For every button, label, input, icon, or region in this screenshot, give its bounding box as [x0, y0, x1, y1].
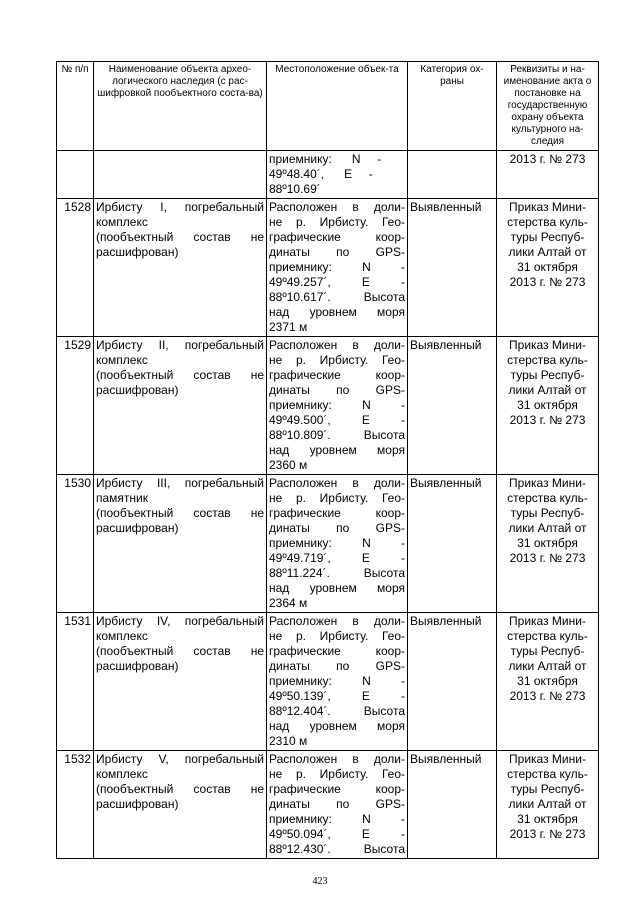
heritage-register-table	[56, 61, 599, 859]
continuation-name	[94, 151, 267, 199]
header-act-details: Реквизиты и на-именование акта о постановке на государственную охрану объекта культурного на-следия	[497, 62, 599, 151]
act-line: 2013 г. № 273	[509, 275, 586, 289]
object-name-line: комплекс	[96, 767, 148, 781]
object-name-line: Ирбисту III, погребальный	[96, 476, 264, 490]
location-line: 88º10.809´. Высота	[269, 428, 405, 442]
location-line: Расположен в доли-	[269, 200, 405, 214]
object-name	[94, 751, 267, 859]
continuation-row	[57, 151, 599, 199]
table-row	[57, 613, 599, 751]
object-name-line: расшифрован)	[96, 521, 179, 535]
act-line: туры Респуб-	[510, 782, 585, 796]
location-line: графические коор-	[269, 644, 405, 658]
location-line: 2371 м	[269, 320, 308, 334]
protection-category: Выявленный	[408, 475, 497, 613]
object-name-line: (пообъектный состав не	[96, 230, 264, 244]
location-line: не р. Ирбисту. Гео-	[269, 767, 405, 781]
act-line: 2013 г. № 273	[509, 551, 586, 565]
location-line: 2360 м	[269, 458, 308, 472]
act-line: стерства куль-	[507, 491, 588, 505]
continuation-location	[267, 151, 408, 199]
act-line: лики Алтай от	[508, 659, 587, 673]
location-line: приемнику: N -	[269, 152, 382, 166]
object-location	[267, 613, 408, 751]
object-name-line: комплекс	[96, 353, 148, 367]
location-line: над уровнем моря	[269, 581, 405, 595]
table-row	[57, 199, 599, 337]
table-row	[57, 751, 599, 859]
act-line: 31 октября	[517, 398, 578, 412]
location-line: над уровнем моря	[269, 719, 405, 733]
row-number: 1530	[57, 475, 94, 613]
location-line: 88º12.404´. Высота	[269, 704, 405, 718]
object-name-line: Ирбисту II, погребальный	[96, 338, 264, 352]
object-name-line: (пообъектный состав не	[96, 506, 264, 520]
header-location: Местоположение объек-та	[267, 62, 408, 151]
location-line: графические коор-	[269, 368, 405, 382]
header-object-name: Наименование объекта архео-логического наследия (с рас-шифровкой пообъектного соста-ва)	[94, 62, 267, 151]
act-details	[497, 337, 599, 475]
location-line: приемнику: N -	[269, 260, 405, 274]
act-line: туры Респуб-	[510, 368, 585, 382]
act-line: туры Респуб-	[510, 506, 585, 520]
act-line: лики Алтай от	[508, 245, 587, 259]
act-line: 31 октября	[517, 674, 578, 688]
header-number: № п/п	[57, 62, 94, 151]
location-line: не р. Ирбисту. Гео-	[269, 629, 405, 643]
object-name	[94, 613, 267, 751]
continuation-num	[57, 151, 94, 199]
act-line: 2013 г. № 273	[509, 152, 586, 166]
act-line: 31 октября	[517, 260, 578, 274]
row-number: 1528	[57, 199, 94, 337]
act-line: 31 октября	[517, 536, 578, 550]
object-location	[267, 475, 408, 613]
location-line: над уровнем моря	[269, 305, 405, 319]
act-line: лики Алтай от	[508, 521, 587, 535]
object-name-line: (пообъектный состав не	[96, 644, 264, 658]
location-line: не р. Ирбисту. Гео-	[269, 215, 405, 229]
object-name-line: расшифрован)	[96, 797, 179, 811]
act-line: Приказ Мини-	[509, 614, 586, 628]
location-line: динаты по GPS-	[269, 659, 405, 673]
object-name-line: расшифрован)	[96, 659, 179, 673]
continuation-act	[497, 151, 599, 199]
location-line: динаты по GPS-	[269, 797, 405, 811]
object-location	[267, 199, 408, 337]
object-name-line: комплекс	[96, 629, 148, 643]
act-line: 2013 г. № 273	[509, 413, 586, 427]
object-location	[267, 751, 408, 859]
location-line: над уровнем моря	[269, 443, 405, 457]
location-line: 49º49.719´, E -	[269, 551, 405, 565]
table-row	[57, 475, 599, 613]
location-line: 49º50.139´, E -	[269, 689, 405, 703]
act-line: туры Респуб-	[510, 644, 585, 658]
act-line: стерства куль-	[507, 215, 588, 229]
act-details	[497, 751, 599, 859]
act-details	[497, 475, 599, 613]
table-row	[57, 337, 599, 475]
act-line: стерства куль-	[507, 629, 588, 643]
act-line: туры Респуб-	[510, 230, 585, 244]
location-line: 2310 м	[269, 734, 308, 748]
location-line: 88º11.224´. Высота	[269, 566, 405, 580]
row-number: 1532	[57, 751, 94, 859]
act-line: Приказ Мини-	[509, 338, 586, 352]
location-line: 49º50.094´, E -	[269, 827, 405, 841]
object-name-line: памятник	[96, 491, 148, 505]
location-line: приемнику: N -	[269, 398, 405, 412]
location-line: динаты по GPS-	[269, 383, 405, 397]
object-name-line: Ирбисту I, погребальный	[96, 200, 264, 214]
location-line: Расположен в доли-	[269, 752, 405, 766]
location-line: не р. Ирбисту. Гео-	[269, 491, 405, 505]
location-line: графические коор-	[269, 230, 405, 244]
location-line: 49º49.257´, E -	[269, 275, 405, 289]
act-line: стерства куль-	[507, 353, 588, 367]
object-name-line: (пообъектный состав не	[96, 368, 264, 382]
location-line: графические коор-	[269, 782, 405, 796]
act-line: лики Алтай от	[508, 383, 587, 397]
object-name-line: комплекс	[96, 215, 148, 229]
act-line: Приказ Мини-	[509, 476, 586, 490]
act-line: Приказ Мини-	[509, 200, 586, 214]
location-line: приемнику: N -	[269, 536, 405, 550]
act-line: Приказ Мини-	[509, 752, 586, 766]
table-header-row	[57, 62, 599, 151]
location-line: динаты по GPS-	[269, 245, 405, 259]
act-line: 2013 г. № 273	[509, 689, 586, 703]
location-line: 49º48.40´, E -	[269, 167, 373, 181]
object-name-line: Ирбисту V, погребальный	[96, 752, 264, 766]
location-line: Расположен в доли-	[269, 338, 405, 352]
row-number: 1531	[57, 613, 94, 751]
location-line: приемнику: N -	[269, 812, 405, 826]
protection-category: Выявленный	[408, 199, 497, 337]
act-details	[497, 613, 599, 751]
object-name	[94, 337, 267, 475]
object-name	[94, 475, 267, 613]
row-number: 1529	[57, 337, 94, 475]
object-name-line: расшифрован)	[96, 383, 179, 397]
act-details	[497, 199, 599, 337]
location-line: не р. Ирбисту. Гео-	[269, 353, 405, 367]
header-protection-category: Категория ох-раны	[408, 62, 497, 151]
location-line: 88º10.617´. Высота	[269, 290, 405, 304]
location-line: 88º12.430´. Высота	[269, 842, 405, 856]
location-line: Расположен в доли-	[269, 614, 405, 628]
page-number: 423	[312, 876, 328, 887]
protection-category: Выявленный	[408, 751, 497, 859]
continuation-category	[408, 151, 497, 199]
object-location	[267, 337, 408, 475]
protection-category: Выявленный	[408, 613, 497, 751]
location-line: 88º10.69´	[269, 182, 321, 196]
protection-category: Выявленный	[408, 337, 497, 475]
location-line: Расположен в доли-	[269, 476, 405, 490]
location-line: графические коор-	[269, 506, 405, 520]
location-line: 2364 м	[269, 596, 308, 610]
object-name	[94, 199, 267, 337]
location-line: 49º49.500´, E -	[269, 413, 405, 427]
location-line: приемнику: N -	[269, 674, 405, 688]
act-line: 2013 г. № 273	[509, 827, 586, 841]
object-name-line: (пообъектный состав не	[96, 782, 264, 796]
act-line: лики Алтай от	[508, 797, 587, 811]
act-line: 31 октября	[517, 812, 578, 826]
act-line: стерства куль-	[507, 767, 588, 781]
object-name-line: расшифрован)	[96, 245, 179, 259]
location-line: динаты по GPS-	[269, 521, 405, 535]
object-name-line: Ирбисту IV, погребальный	[96, 614, 264, 628]
